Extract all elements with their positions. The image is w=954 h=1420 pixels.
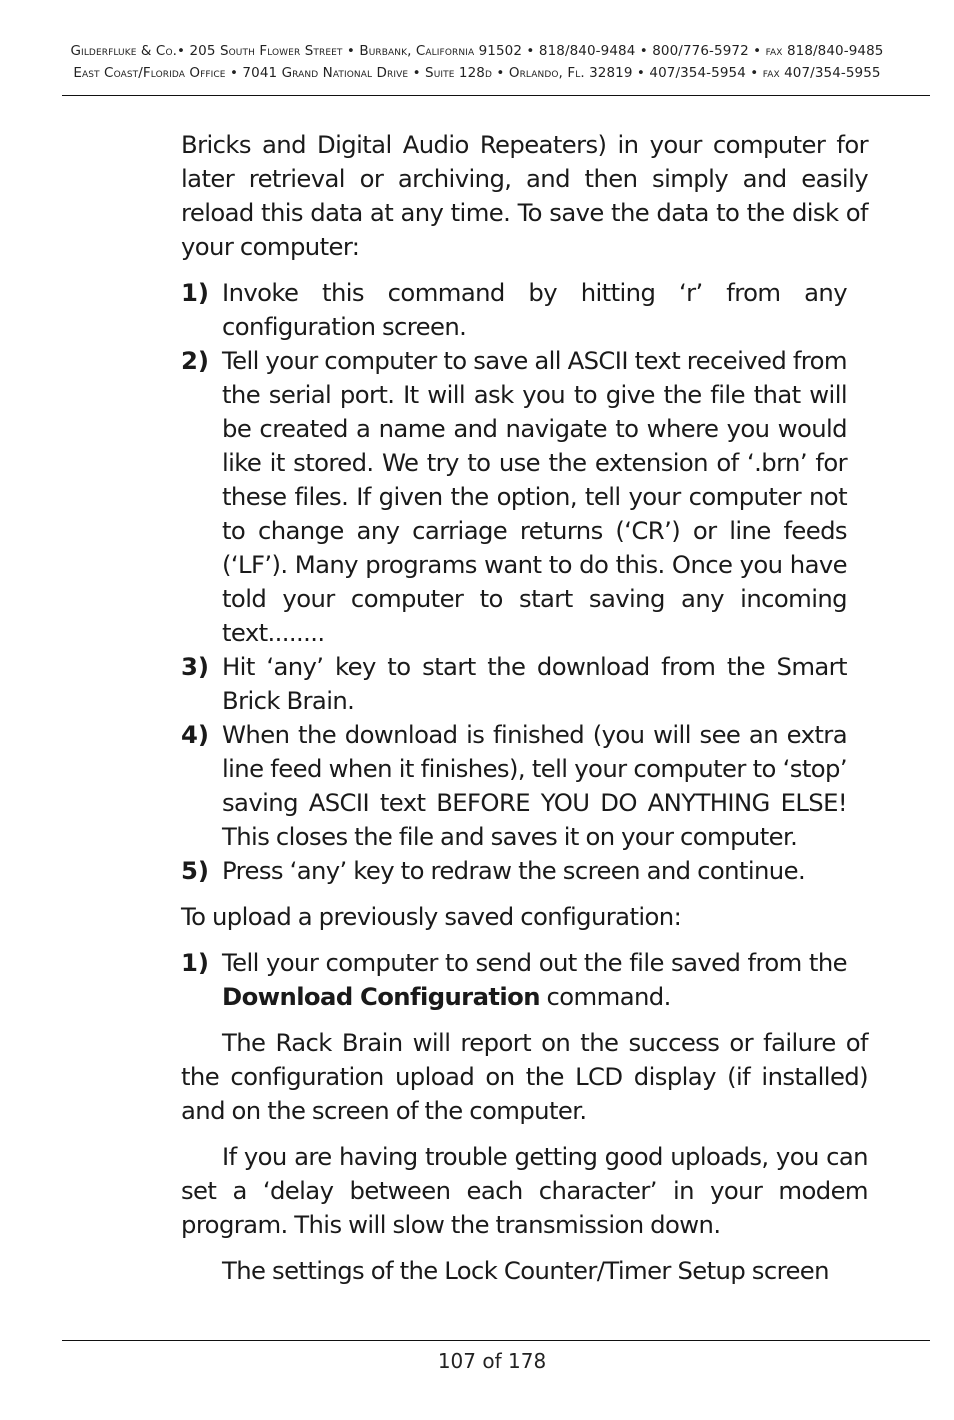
trouble-paragraph: If you are having trouble getting good uploads, you can set a ‘delay between each character’ in your modem program. This will slow the transmission down. — [181, 1142, 868, 1239]
step-number: 2) — [181, 346, 210, 375]
step-number: 5) — [181, 856, 210, 885]
step-number: 1) — [181, 278, 210, 307]
list-item — [181, 854, 868, 888]
list-item — [181, 650, 868, 718]
list-item — [181, 344, 868, 650]
step-number: 1) — [181, 948, 210, 977]
step-text: Press ‘any’ key to redraw the screen and continue. — [222, 856, 806, 885]
list-item — [181, 946, 868, 1014]
page-number: 107 of 178 — [437, 1349, 547, 1373]
page-body — [181, 128, 868, 1288]
footer-rule — [62, 1340, 930, 1341]
step-text: Invoke this command by hitting ‘r’ from any configuration screen. — [222, 278, 847, 341]
upload-intro: To upload a previously saved configuration: — [181, 902, 682, 931]
list-item — [181, 276, 868, 344]
step-text-before: Tell your computer to send out the file saved from the — [222, 948, 847, 977]
step-text: Hit ‘any’ key to start the download from the Smart Brick Brain. — [222, 652, 847, 715]
intro-paragraph: Bricks and Digital Audio Repeaters) in your computer for later retrieval or archiving, and then simply and easily reload this data at any time. To save the data to the disk of your computer: — [181, 130, 868, 261]
step-number: 3) — [181, 652, 210, 681]
settings-paragraph: The settings of the Lock Counter/Timer Setup screen — [222, 1256, 829, 1285]
report-paragraph: The Rack Brain will report on the success or failure of the configuration upload on the LCD display (if installed) and on the screen of the computer. — [181, 1028, 868, 1125]
header-address-line-1: Gilderfluke & Co.• 205 South Flower Street • Burbank, California 91502 • 818/840-9484 • 800/776-5972 • fax 818/840-9485 — [70, 43, 884, 59]
page-header — [0, 40, 954, 84]
step-text: Tell your computer to save all ASCII text received from the serial port. It will ask you to give the file that will be created a name and navigate to where you would like it stored. We try to use the extension of ‘.brn’ for these files. If given the option, tell your computer not to change any carriage returns (‘CR’) or line feeds (‘LF’). Many programs want to do this. Once you have told your computer to start saving any incoming text........ — [222, 346, 847, 647]
step-text: When the download is finished (you will see an extra line feed when it finishes), tell your computer to ‘stop’ saving ASCII text BEFORE YOU DO ANYTHING ELSE! This closes the file and saves it on your computer. — [222, 720, 847, 851]
header-address-line-2: East Coast/Florida Office • 7041 Grand National Drive • Suite 128d • Orlando, Fl. 32819 • 407/354-5954 • fax 407/354-5955 — [73, 65, 881, 81]
list-item — [181, 718, 868, 854]
step-text-after: command. — [539, 982, 671, 1011]
step-number: 4) — [181, 720, 210, 749]
command-name: Download Configuration — [222, 982, 540, 1011]
save-steps-list — [181, 276, 868, 888]
header-rule — [62, 95, 930, 96]
upload-steps-list — [181, 946, 868, 1014]
